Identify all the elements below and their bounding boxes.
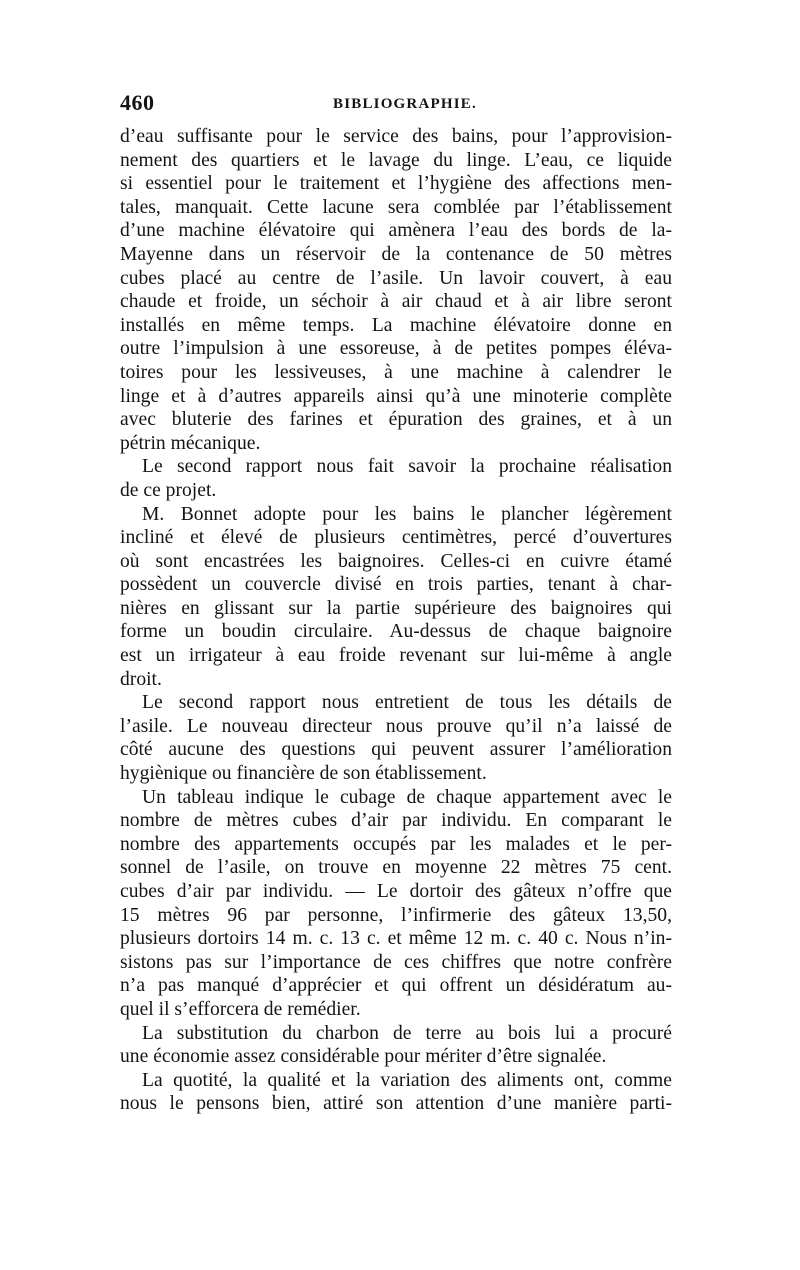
running-head: BIBLIOGRAPHIE. [333, 96, 477, 112]
text-line: incliné et élevé de plusieurs centimètres, percé d’ouvertures [120, 527, 672, 549]
text-line: linge et à d’autres appareils ainsi qu’à une minoterie complète [120, 385, 672, 407]
text-line: forme un boudin circulaire. Au-dessus de chaque baignoire [120, 621, 672, 643]
text-line: nement des quartiers et le lavage du linge. L’eau, ce liquide [120, 149, 672, 171]
text-line: chaude et froide, un séchoir à air chaud et à air libre seront [120, 291, 672, 313]
text-line: est un irrigateur à eau froide revenant sur lui-même à angle [120, 645, 672, 667]
text-line: nombre de mètres cubes d’air par individu. En comparant le [120, 810, 672, 832]
paragraph-end-line: pétrin mécanique. [120, 432, 261, 454]
text-line: n’a pas manqué d’apprécier et qui offrent un désidératum au- [120, 975, 672, 997]
text-line: La quotité, la qualité et la variation des aliments ont, comme [142, 1069, 672, 1091]
text-line: nombre des appartements occupés par les malades et le per- [120, 833, 672, 855]
text-line: Un tableau indique le cubage de chaque appartement avec le [142, 786, 672, 808]
text-line: nières en glissant sur la partie supérieure des baignoires qui [120, 597, 672, 619]
text-line: Mayenne dans un réservoir de la contenance de 50 mètres [120, 243, 672, 265]
text-line: d’eau suffisante pour le service des bains, pour l’approvision- [120, 126, 672, 147]
text-line: si essentiel pour le traitement et l’hygiène des affections men- [120, 173, 672, 195]
page-number: 460 [120, 90, 155, 115]
text-line: l’asile. Le nouveau directeur nous prouve qu’il n’a laissé de [120, 715, 672, 737]
page-header [120, 90, 672, 120]
text-line: plusieurs dortoirs 14 m. c. 13 c. et même 12 m. c. 40 c. Nous n’in- [120, 928, 672, 950]
text-line: où sont encastrées les baignoires. Celles-ci en cuivre étamé [120, 550, 672, 572]
text-line: La substitution du charbon de terre au bois lui a procuré [142, 1022, 672, 1044]
text-line: installés en même temps. La machine élévatoire donne en [120, 314, 672, 336]
text-line: cubes placé au centre de l’asile. Un lavoir couvert, à eau [120, 267, 672, 289]
text-line: nous le pensons bien, attiré son attention d’une manière parti- [120, 1093, 672, 1115]
text-line: sistons pas sur l’importance de ces chiffres que notre confrère [120, 951, 672, 973]
paragraph-end-line: hygiènique ou financière de son établissement. [120, 763, 487, 785]
text-line: Le second rapport nous fait savoir la prochaine réalisation [142, 456, 672, 478]
text-line: Le second rapport nous entretient de tous les détails de [142, 692, 672, 714]
text-line: outre l’impulsion à une essoreuse, à de petites pompes éléva- [120, 338, 672, 360]
paragraph-end-line: quel il s’efforcera de remédier. [120, 998, 361, 1020]
text-line: M. Bonnet adopte pour les bains le plancher légèrement [142, 503, 672, 525]
paragraph-end-line: de ce projet. [120, 479, 217, 501]
text-line: avec bluterie des farines et épuration des graines, et à un [120, 409, 672, 431]
text-line: d’une machine élévatoire qui amènera l’eau des bords de la- [120, 220, 672, 242]
paragraph-end-line: droit. [120, 668, 162, 690]
text-line: cubes d’air par individu. — Le dortoir des gâteux n’offre que [120, 881, 672, 902]
text-line: tales, manquait. Cette lacune sera comblée par l’établissement [120, 196, 672, 218]
text-line: côté aucune des questions qui peuvent assurer l’amélioration [120, 739, 672, 761]
text-line: toires pour les lessiveuses, à une machine à calendrer le [120, 361, 672, 383]
paragraph-end-line: une économie assez considérable pour mériter d’être signalée. [120, 1046, 607, 1068]
text-line: 15 mètres 96 par personne, l’infirmerie des gâteux 13,50, [120, 904, 672, 926]
text-line: sonnel de l’asile, on trouve en moyenne 22 mètres 75 cent. [120, 857, 672, 879]
text-line: possèdent un couvercle divisé en trois parties, tenant à char- [120, 574, 672, 596]
body-text [120, 125, 672, 1116]
